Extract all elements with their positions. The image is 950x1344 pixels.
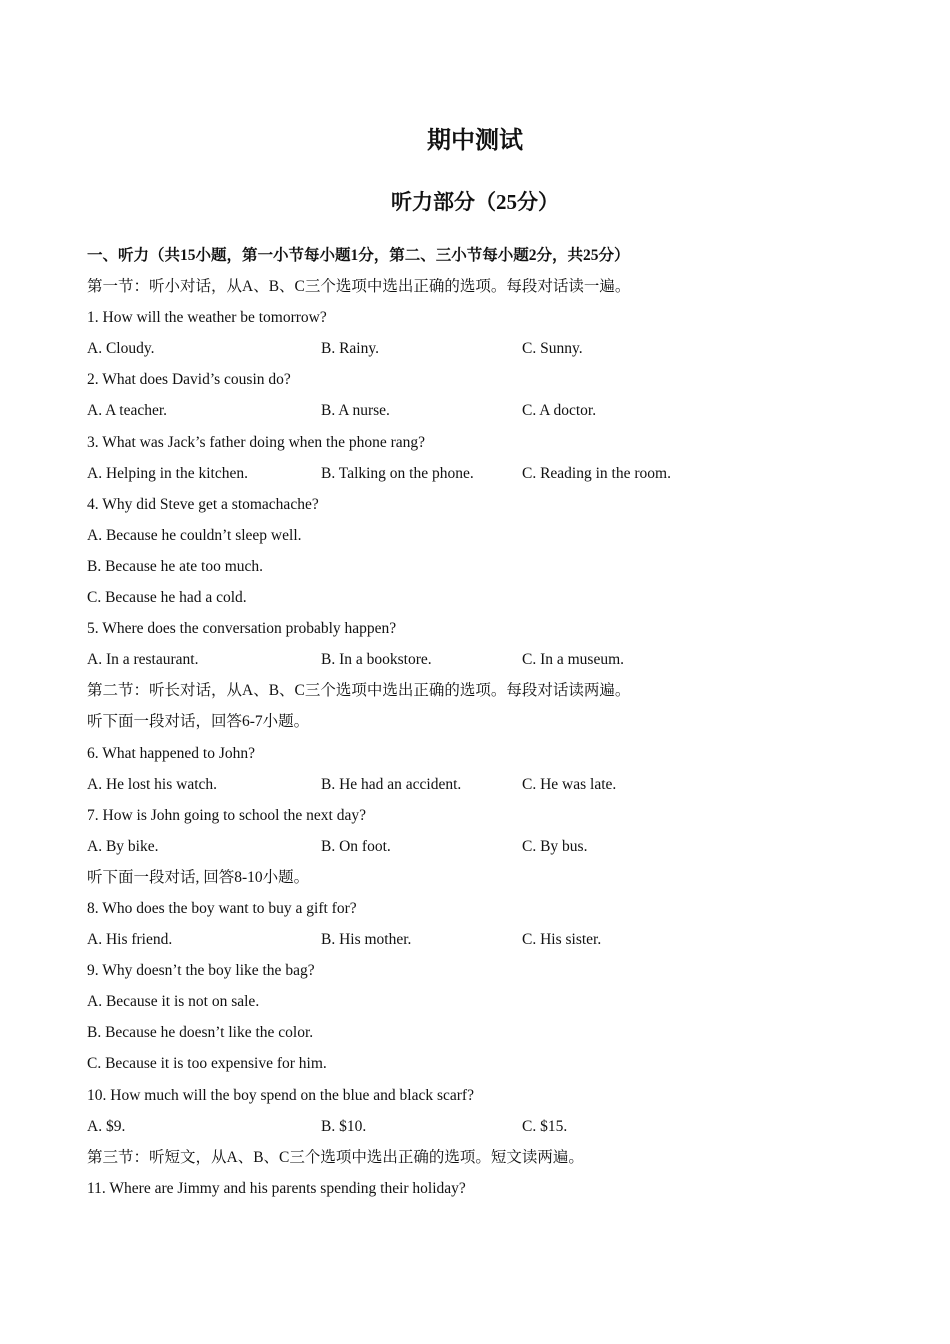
option-c: C. Sunny. xyxy=(522,340,583,358)
option-a: A. Helping in the kitchen. xyxy=(87,464,248,482)
options-row xyxy=(87,769,887,800)
option-b: B. In a bookstore. xyxy=(321,651,432,669)
options-row xyxy=(87,1111,887,1142)
option-b: B. Rainy. xyxy=(321,340,379,358)
text-line: C. Because it is too expensive for him. xyxy=(87,1055,327,1073)
text-line: 第二节：听长对话，从A、B、C三个选项中选出正确的选项。每段对话读两遍。 xyxy=(87,682,631,700)
option-c: C. A doctor. xyxy=(522,402,597,420)
text-line: 4. Why did Steve get a stomachache? xyxy=(87,495,319,513)
option-b: B. On foot. xyxy=(321,837,391,855)
text-line: A. Because he couldn’t sleep well. xyxy=(87,526,302,544)
text-line: C. Because he had a cold. xyxy=(87,589,247,607)
option-c: C. In a museum. xyxy=(522,651,625,669)
text-line: 11. Where are Jimmy and his parents spending their holiday? xyxy=(87,1179,466,1197)
section-title: 听力部分（25分） xyxy=(391,190,559,214)
options-row xyxy=(87,395,887,426)
option-a: A. By bike. xyxy=(87,837,159,855)
text-line: 6. What happened to John? xyxy=(87,744,256,762)
option-a: A. $9. xyxy=(87,1117,126,1135)
options-row xyxy=(87,831,887,862)
option-a: A. Cloudy. xyxy=(87,340,155,358)
exam-content xyxy=(87,240,887,1204)
text-line: B. Because he ate too much. xyxy=(87,557,264,575)
option-b: B. $10. xyxy=(321,1117,367,1135)
option-a: A. In a restaurant. xyxy=(87,651,199,669)
options-row xyxy=(87,458,887,489)
option-b: B. His mother. xyxy=(321,931,412,949)
text-line: 5. Where does the conversation probably happen? xyxy=(87,620,397,638)
text-line: A. Because it is not on sale. xyxy=(87,993,260,1011)
text-line: 8. Who does the boy want to buy a gift for? xyxy=(87,899,357,917)
option-a: A. He lost his watch. xyxy=(87,775,218,793)
options-row xyxy=(87,333,887,364)
option-c: C. $15. xyxy=(522,1117,568,1135)
text-line: 9. Why doesn’t the boy like the bag? xyxy=(87,962,315,980)
option-c: C. He was late. xyxy=(522,775,617,793)
option-c: C. His sister. xyxy=(522,931,602,949)
part-heading: 一、听力（共15小题，第一小节每小题1分，第二、三小节每小题2分，共25分） xyxy=(87,247,630,264)
option-b: B. He had an accident. xyxy=(321,775,462,793)
text-line: 2. What does David’s cousin do? xyxy=(87,371,291,389)
text-line: 第一节：听小对话，从A、B、C三个选项中选出正确的选项。每段对话读一遍。 xyxy=(87,278,631,296)
option-c: C. Reading in the room. xyxy=(522,464,671,482)
text-line: 听下面一段对话, 回答8-10小题。 xyxy=(87,868,310,886)
text-line: B. Because he doesn’t like the color. xyxy=(87,1024,314,1042)
option-b: B. Talking on the phone. xyxy=(321,464,474,482)
exam-title: 期中测试 xyxy=(427,128,523,154)
text-line: 3. What was Jack’s father doing when the phone rang? xyxy=(87,433,426,451)
options-row xyxy=(87,644,887,675)
option-a: A. A teacher. xyxy=(87,402,168,420)
text-line: 1. How will the weather be tomorrow? xyxy=(87,309,327,327)
option-a: A. His friend. xyxy=(87,931,173,949)
text-line: 听下面一段对话，回答6-7小题。 xyxy=(87,713,310,731)
text-line: 7. How is John going to school the next day? xyxy=(87,806,366,824)
options-row xyxy=(87,924,887,955)
text-line: 第三节：听短文，从A、B、C三个选项中选出正确的选项。短文读两遍。 xyxy=(87,1148,584,1166)
option-c: C. By bus. xyxy=(522,837,588,855)
text-line: 10. How much will the boy spend on the blue and black scarf? xyxy=(87,1086,474,1104)
option-b: B. A nurse. xyxy=(321,402,390,420)
